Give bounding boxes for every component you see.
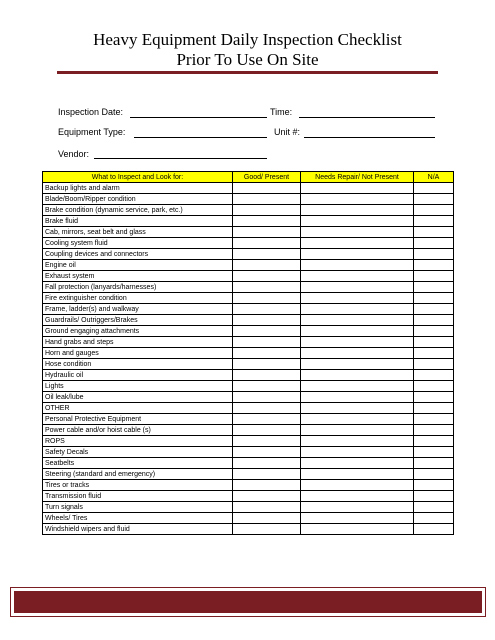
na-cell[interactable] (414, 227, 454, 238)
good-cell[interactable] (233, 271, 301, 282)
inspection-item-label: Fire extinguisher condition (43, 293, 233, 304)
column-header-good: Good/ Present (233, 172, 301, 183)
na-cell[interactable] (414, 183, 454, 194)
na-cell[interactable] (414, 524, 454, 535)
table-row (43, 260, 454, 271)
needs-repair-cell[interactable] (301, 425, 414, 436)
good-cell[interactable] (233, 194, 301, 205)
needs-repair-cell[interactable] (301, 282, 414, 293)
na-cell[interactable] (414, 304, 454, 315)
good-cell[interactable] (233, 216, 301, 227)
good-cell[interactable] (233, 458, 301, 469)
inspection-item-label: Personal Protective Equipment (43, 414, 233, 425)
needs-repair-cell[interactable] (301, 392, 414, 403)
good-cell[interactable] (233, 249, 301, 260)
good-cell[interactable] (233, 205, 301, 216)
na-cell[interactable] (414, 370, 454, 381)
good-cell[interactable] (233, 447, 301, 458)
column-header-item: What to Inspect and Look for: (43, 172, 233, 183)
inspection-item-label: Steering (standard and emergency) (43, 469, 233, 480)
needs-repair-cell[interactable] (301, 524, 414, 535)
needs-repair-cell[interactable] (301, 359, 414, 370)
good-cell[interactable] (233, 359, 301, 370)
inspection-item-label: Wheels/ Tires (43, 513, 233, 524)
needs-repair-cell[interactable] (301, 480, 414, 491)
needs-repair-cell[interactable] (301, 370, 414, 381)
good-cell[interactable] (233, 381, 301, 392)
table-row (43, 359, 454, 370)
inspection-item-label: Hand grabs and steps (43, 337, 233, 348)
table-row (43, 480, 454, 491)
needs-repair-cell[interactable] (301, 447, 414, 458)
needs-repair-cell[interactable] (301, 194, 414, 205)
needs-repair-cell[interactable] (301, 469, 414, 480)
inspection-checklist-table (42, 171, 454, 535)
needs-repair-cell[interactable] (301, 458, 414, 469)
equipment-type-label: Equipment Type: (58, 127, 126, 137)
good-cell[interactable] (233, 304, 301, 315)
needs-repair-cell[interactable] (301, 513, 414, 524)
title-underline (57, 71, 438, 74)
table-row (43, 524, 454, 535)
needs-repair-cell[interactable] (301, 436, 414, 447)
na-cell[interactable] (414, 293, 454, 304)
table-row (43, 183, 454, 194)
vendor-field[interactable] (94, 158, 267, 159)
good-cell[interactable] (233, 282, 301, 293)
table-row (43, 205, 454, 216)
needs-repair-cell[interactable] (301, 304, 414, 315)
table-row (43, 469, 454, 480)
good-cell[interactable] (233, 326, 301, 337)
needs-repair-cell[interactable] (301, 348, 414, 359)
inspection-item-label: OTHER (43, 403, 233, 414)
table-row (43, 238, 454, 249)
good-cell[interactable] (233, 425, 301, 436)
inspection-item-label: Power cable and/or hoist cable (s) (43, 425, 233, 436)
good-cell[interactable] (233, 436, 301, 447)
na-cell[interactable] (414, 491, 454, 502)
inspection-item-label: Hose condition (43, 359, 233, 370)
good-cell[interactable] (233, 337, 301, 348)
table-row (43, 447, 454, 458)
table-row (43, 227, 454, 238)
needs-repair-cell[interactable] (301, 260, 414, 271)
good-cell[interactable] (233, 293, 301, 304)
na-cell[interactable] (414, 403, 454, 414)
na-cell[interactable] (414, 392, 454, 403)
na-cell[interactable] (414, 249, 454, 260)
needs-repair-cell[interactable] (301, 293, 414, 304)
na-cell[interactable] (414, 348, 454, 359)
table-row (43, 216, 454, 227)
inspection-item-label: Turn signals (43, 502, 233, 513)
table-row (43, 502, 454, 513)
inspection-item-label: Brake fluid (43, 216, 233, 227)
needs-repair-cell[interactable] (301, 381, 414, 392)
needs-repair-cell[interactable] (301, 502, 414, 513)
na-cell[interactable] (414, 436, 454, 447)
table-row (43, 370, 454, 381)
table-header-row (43, 172, 454, 183)
needs-repair-cell[interactable] (301, 216, 414, 227)
needs-repair-cell[interactable] (301, 403, 414, 414)
title-line-1: Heavy Equipment Daily Inspection Checklist (93, 30, 402, 49)
checklist-body (43, 183, 454, 535)
table-row (43, 513, 454, 524)
good-cell[interactable] (233, 524, 301, 535)
table-row (43, 458, 454, 469)
good-cell[interactable] (233, 348, 301, 359)
needs-repair-cell[interactable] (301, 271, 414, 282)
column-header-needs-repair: Needs Repair/ Not Present (301, 172, 414, 183)
good-cell[interactable] (233, 513, 301, 524)
table-row (43, 403, 454, 414)
good-cell[interactable] (233, 370, 301, 381)
na-cell[interactable] (414, 414, 454, 425)
footer-band-fill (14, 591, 482, 613)
good-cell[interactable] (233, 414, 301, 425)
inspection-item-label: Brake condition (dynamic service, park, etc.) (43, 205, 233, 216)
unit-label: Unit #: (274, 127, 301, 137)
na-cell[interactable] (414, 381, 454, 392)
page-title (0, 30, 495, 70)
na-cell[interactable] (414, 480, 454, 491)
good-cell[interactable] (233, 183, 301, 194)
good-cell[interactable] (233, 502, 301, 513)
inspection-item-label: Cooling system fluid (43, 238, 233, 249)
table-row (43, 381, 454, 392)
needs-repair-cell[interactable] (301, 227, 414, 238)
good-cell[interactable] (233, 469, 301, 480)
unit-number-field[interactable] (304, 137, 435, 138)
inspection-item-label: Transmission fluid (43, 491, 233, 502)
inspection-item-label: Oil leak/lube (43, 392, 233, 403)
needs-repair-cell[interactable] (301, 337, 414, 348)
inspection-item-label: Fall protection (lanyards/harnesses) (43, 282, 233, 293)
time-label: Time: (270, 107, 293, 117)
needs-repair-cell[interactable] (301, 205, 414, 216)
table-row (43, 194, 454, 205)
na-cell[interactable] (414, 359, 454, 370)
inspection-item-label: Horn and gauges (43, 348, 233, 359)
inspection-item-label: ROPS (43, 436, 233, 447)
na-cell[interactable] (414, 238, 454, 249)
na-cell[interactable] (414, 337, 454, 348)
needs-repair-cell[interactable] (301, 249, 414, 260)
table-row (43, 315, 454, 326)
table-row (43, 414, 454, 425)
inspection-item-label: Blade/Boom/Ripper condition (43, 194, 233, 205)
table-row (43, 348, 454, 359)
inspection-item-label: Exhaust system (43, 271, 233, 282)
inspection-item-label: Hydraulic oil (43, 370, 233, 381)
table-row (43, 304, 454, 315)
good-cell[interactable] (233, 315, 301, 326)
good-cell[interactable] (233, 260, 301, 271)
na-cell[interactable] (414, 502, 454, 513)
inspection-item-label: Windshield wipers and fluid (43, 524, 233, 535)
inspection-item-label: Cab, mirrors, seat belt and glass (43, 227, 233, 238)
table-row (43, 436, 454, 447)
inspection-item-label: Seatbelts (43, 458, 233, 469)
na-cell[interactable] (414, 326, 454, 337)
inspection-item-label: Guardrails/ Outriggers/Brakes (43, 315, 233, 326)
inspection-item-label: Tires or tracks (43, 480, 233, 491)
inspection-item-label: Safety Decals (43, 447, 233, 458)
table-row (43, 293, 454, 304)
needs-repair-cell[interactable] (301, 183, 414, 194)
column-header-na: N/A (414, 172, 454, 183)
needs-repair-cell[interactable] (301, 491, 414, 502)
needs-repair-cell[interactable] (301, 238, 414, 249)
inspection-item-label: Backup lights and alarm (43, 183, 233, 194)
table-row (43, 326, 454, 337)
needs-repair-cell[interactable] (301, 414, 414, 425)
inspection-item-label: Frame, ladder(s) and walkway (43, 304, 233, 315)
table-row (43, 392, 454, 403)
equipment-type-field[interactable] (134, 137, 267, 138)
title-line-2: Prior To Use On Site (176, 50, 319, 69)
na-cell[interactable] (414, 458, 454, 469)
na-cell[interactable] (414, 315, 454, 326)
na-cell[interactable] (414, 205, 454, 216)
good-cell[interactable] (233, 392, 301, 403)
na-cell[interactable] (414, 260, 454, 271)
na-cell[interactable] (414, 469, 454, 480)
na-cell[interactable] (414, 194, 454, 205)
table-row (43, 337, 454, 348)
needs-repair-cell[interactable] (301, 326, 414, 337)
table-row (43, 425, 454, 436)
vendor-label: Vendor: (58, 149, 90, 159)
footer-band (10, 587, 486, 617)
table-row (43, 491, 454, 502)
inspection-item-label: Lights (43, 381, 233, 392)
inspection-item-label: Coupling devices and connectors (43, 249, 233, 260)
good-cell[interactable] (233, 227, 301, 238)
inspection-date-field[interactable] (130, 117, 267, 118)
time-field[interactable] (299, 117, 435, 118)
na-cell[interactable] (414, 216, 454, 227)
good-cell[interactable] (233, 403, 301, 414)
good-cell[interactable] (233, 491, 301, 502)
good-cell[interactable] (233, 238, 301, 249)
table-row (43, 249, 454, 260)
table-row (43, 282, 454, 293)
na-cell[interactable] (414, 271, 454, 282)
na-cell[interactable] (414, 513, 454, 524)
na-cell[interactable] (414, 282, 454, 293)
inspection-date-label: Inspection Date: (58, 107, 124, 117)
needs-repair-cell[interactable] (301, 315, 414, 326)
inspection-item-label: Engine oil (43, 260, 233, 271)
inspection-item-label: Ground engaging attachments (43, 326, 233, 337)
na-cell[interactable] (414, 425, 454, 436)
table-row (43, 271, 454, 282)
good-cell[interactable] (233, 480, 301, 491)
na-cell[interactable] (414, 447, 454, 458)
